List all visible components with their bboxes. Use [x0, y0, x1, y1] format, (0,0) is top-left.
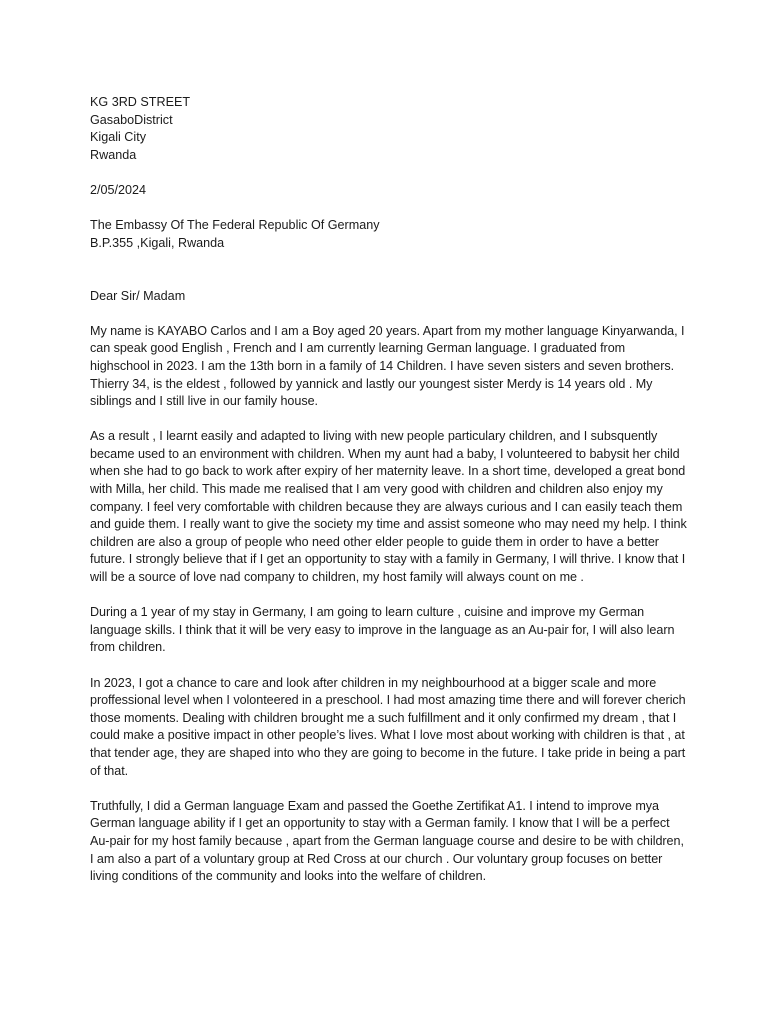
recipient-address-line: The Embassy Of The Federal Republic Of Germany [90, 218, 380, 233]
sender-address-line: KG 3RD STREET [90, 95, 191, 109]
letter-date [90, 182, 688, 200]
spacer [90, 411, 688, 429]
recipient-address [90, 217, 688, 252]
spacer [90, 252, 688, 287]
spacer [90, 305, 688, 323]
salutation-text: Dear Sir/ Madam [90, 288, 186, 303]
sender-address [90, 94, 688, 164]
body-paragraph-4: In 2023, I got a chance to care and look after children in my neighbourhood at a bigger scale and more proffessional level when I volonteered in a preschool. I had most amazing time there and will forever cherich those moments. Dealing with children brought me a such fulfillment and it only confirmed my dream , that I could make a positive impact in other people’s lives. What I love most about working with children is that , at that tender age, they are shaped into who they are going to become in the future. I take pride in being a part of that. [90, 675, 686, 778]
recipient-address-line: B.P.355 ,Kigali, Rwanda [90, 235, 225, 250]
date-text: 2/05/2024 [90, 182, 147, 197]
sender-address-line: Kigali City [90, 130, 146, 145]
spacer [90, 657, 688, 675]
body-paragraph-2: As a result , I learnt easily and adapted to living with new people particulary children, and I subsquently became used to an environment with children. When my aunt had a baby, I volunteered to babysit her child when she had to go back to work after expiry of her maternity leave. In a short time, developed a great bond with Milla, her child. This made me realised that I am very good with children and children also enjoy my company. I feel very comfortable with children because they are always curious and I can easily teach them and guide them. I really want to give the society my time and assist someone who may need my help. I think children are also a group of people who need other elder people to guide them in order to have a better future. I strongly believe that if I get an opportunity to stay with a family in Germany, I will thrive. I know that I will be a source of love nad company to children, my host family will always count on me . [90, 429, 687, 585]
sender-address-line: Rwanda [90, 147, 137, 162]
body-paragraph-1: My name is KAYABO Carlos and I am a Boy aged 20 years. Apart from my mother language Kinyarwanda, I can speak good English , French and I am currently learning German language. I graduated from highschool in 2023. I am the 13th born in a family of 14 Children. I have seven sisters and seven brothers. Thierry 34, is the eldest , followed by yannick and lastly our youngest sister Merdy is 14 years old . My siblings and I still live in our family house. [90, 323, 685, 409]
body-paragraph-5: Truthfully, I did a German language Exam and passed the Goethe Zertifikat A1. I intend to improve mya German language ability if I get an opportunity to stay with a German family. I know that I will be a perfect Au-pair for my host family because , apart from the German language course and desire to be with children, I am also a part of a voluntary group at Red Cross at our church . Our voluntary group focuses on better living conditions of the community and looks into the welfare of children. [90, 798, 684, 884]
spacer [90, 780, 688, 798]
spacer [90, 587, 688, 605]
spacer [90, 200, 688, 218]
body-paragraph-3: During a 1 year of my stay in Germany, I am going to learn culture , cuisine and improve my German language skills. I think that it will be very easy to improve in the language as an Au-pair for, I will also learn from children. [90, 605, 675, 655]
sender-address-line: GasaboDistrict [90, 112, 173, 127]
spacer [90, 164, 688, 182]
salutation [90, 288, 688, 306]
